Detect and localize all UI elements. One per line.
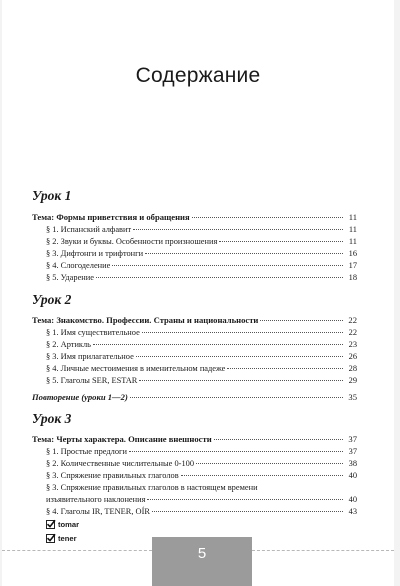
toc-entry[interactable] [32,363,357,375]
leader-dots [214,439,343,440]
page-number-box [152,537,252,586]
leader-dots [192,217,343,218]
leader-dots [219,241,343,242]
leader-dots [136,356,343,357]
toc-page-number: 29 [348,376,357,385]
toc-entry[interactable] [32,236,357,248]
lesson-1-theme[interactable] [32,211,357,223]
lesson-3-heading: Урок 3 [32,411,72,426]
toc-entry-label: Тема: Формы приветствия и обращения [32,212,190,222]
toc-entry-label: § 4. Слогоделение [46,261,111,270]
toc-entry-label: § 1. Имя существительное [46,328,140,337]
toc-entry-label-line2: изъявительного наклонения [46,495,146,504]
toc-entry-label: Тема: Черты характера. Описание внешности [32,434,212,444]
toc-entry-label: § 3. Спряжение правильных глаголов [46,471,179,480]
toc-entry[interactable] [32,494,357,506]
lesson-1-heading: Урок 1 [32,188,72,203]
toc-entry[interactable] [32,458,357,470]
toc-page-number: 22 [348,328,357,337]
toc-page-number: 37 [348,434,357,444]
lesson-2-review[interactable] [32,391,357,403]
toc-page-number: 11 [348,225,357,234]
toc-page-number: 18 [348,273,357,282]
toc-entry[interactable] [32,470,357,482]
toc-page-number: 38 [348,459,357,468]
toc-entry[interactable] [32,339,357,351]
leader-dots [196,463,343,464]
leader-dots [112,265,343,266]
toc-page-number: 26 [348,352,357,361]
toc-entry[interactable] [32,375,357,387]
toc-entry-label: § 5. Глаголы SER, ESTAR [46,376,138,385]
checklist-label: tomar [58,520,80,529]
lesson-3-theme[interactable] [32,433,357,445]
toc-entry-label: § 1. Испанский алфавит [46,225,132,234]
leader-dots [96,277,343,278]
checklist-item[interactable] [46,533,77,544]
page-title: Содержание [135,64,261,87]
toc-entry[interactable] [32,327,357,339]
toc-entry-label: § 3. Имя прилагательное [46,352,134,361]
checkbox-checked-icon[interactable] [46,534,55,543]
toc-entry-label-line1[interactable]: § 3. Спряжение правильных глаголов в настоящем времени [46,483,258,492]
toc-entry-label: § 5. Ударение [46,273,94,282]
lesson-2-heading: Урок 2 [32,292,72,307]
toc-page-number: 23 [348,340,357,349]
leader-dots [130,397,343,398]
leader-dots [133,229,343,230]
toc-entry[interactable] [32,446,357,458]
toc-page-number: 40 [348,471,357,480]
leader-dots [93,344,343,345]
toc-entry-label: § 2. Звуки и буквы. Особенности произношения [46,237,218,246]
toc-page-number: 40 [348,495,357,504]
toc-entry-label: § 2. Артикль [46,340,91,349]
leader-dots [145,253,343,254]
toc-entry[interactable] [32,272,357,284]
lesson-2-theme[interactable] [32,314,357,326]
page-number: 5 [197,545,207,562]
leader-dots [260,320,343,321]
toc-page-number: 17 [348,261,357,270]
toc-entry-label: § 2. Количественные числительные 0-100 [46,459,195,468]
toc-page-number: 16 [348,249,357,258]
toc-page-number: 43 [348,507,357,516]
toc-entry-label: Тема: Знакомство. Профессии. Страны и национальности [32,315,259,325]
toc-page-number: 11 [348,237,357,246]
checkbox-checked-icon[interactable] [46,520,55,529]
toc-entry-label: § 1. Простые предлоги [46,447,127,456]
toc-entry-label: § 4. Глаголы IR, TENER, OÍR [46,507,150,516]
checklist-label: tener [58,534,77,543]
toc-entry-label: Повторение (уроки 1—2) [32,392,128,402]
toc-page-number: 37 [348,447,357,456]
leader-dots [152,511,343,512]
toc-entry-label: § 3. Дифтонги и трифтонги [46,249,144,258]
toc-entry[interactable] [32,224,357,236]
toc-page-number: 28 [348,364,357,373]
leader-dots [147,499,343,500]
leader-dots [129,451,343,452]
leader-dots [142,332,343,333]
toc-page-number: 11 [348,212,357,222]
document-page [2,0,394,586]
toc-page-number: 22 [348,315,357,325]
toc-entry-label: § 4. Личные местоимения в именительном падеже [46,364,226,373]
leader-dots [139,380,343,381]
leader-dots [227,368,343,369]
toc-page-number: 35 [348,392,357,402]
leader-dots [181,475,343,476]
toc-entry[interactable] [32,260,357,272]
toc-entry[interactable] [32,351,357,363]
footer-divider-left [2,550,152,551]
toc-entry[interactable] [32,506,357,518]
checklist-item[interactable] [46,519,79,530]
footer-divider-right [252,550,394,551]
toc-entry[interactable] [32,248,357,260]
